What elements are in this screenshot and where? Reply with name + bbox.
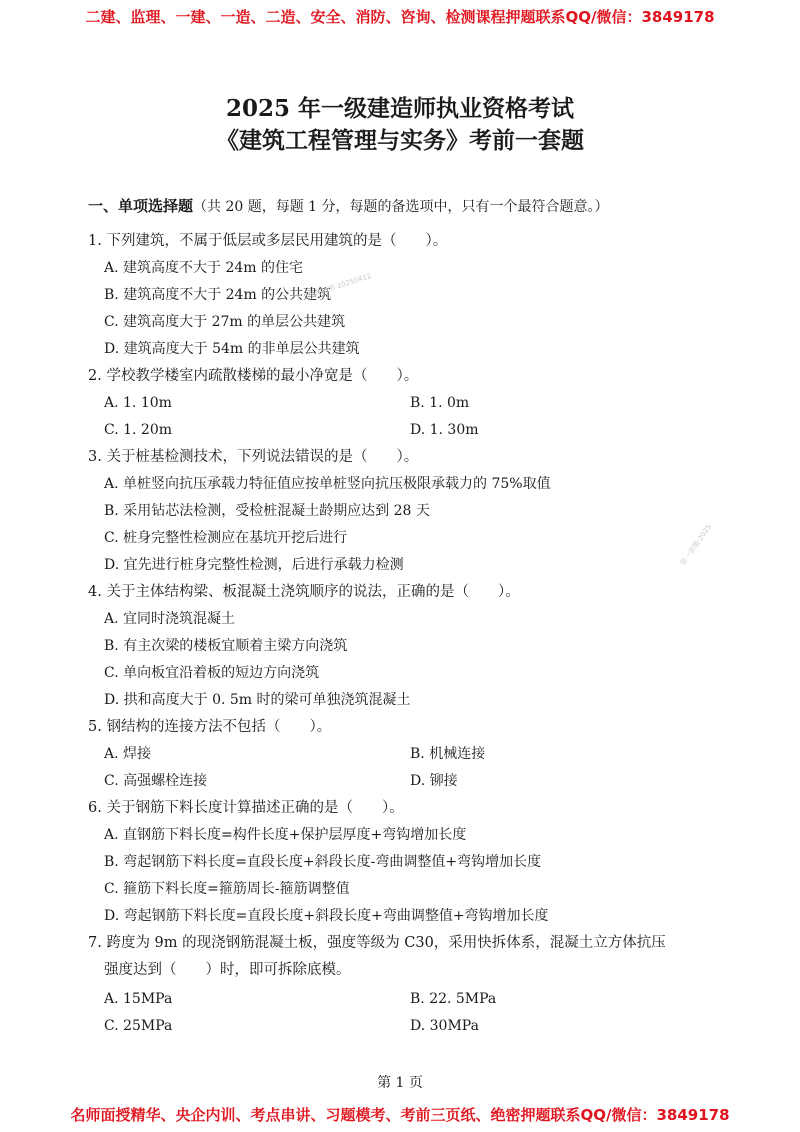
question-4-option-a: A. 宜同时浇筑混凝土 [104, 611, 236, 627]
question-1-stem: 1. 下列建筑，不属于低层或多层民用建筑的是（ ）。 [88, 233, 448, 249]
question-2-stem: 2. 学校教学楼室内疏散楼梯的最小净宽是（ ）。 [88, 368, 419, 384]
question-2-option-a: A. 1. 10m [104, 395, 172, 411]
question-6-option-b: B. 弯起钢筋下料长度=直段长度+斜段长度-弯曲调整值+弯钩增加长度 [104, 854, 542, 870]
question-4-stem: 4. 关于主体结构梁、板混凝土浇筑顺序的说法，正确的是（ ）。 [88, 584, 520, 600]
question-2-option-c: C. 1. 20m [104, 422, 173, 438]
question-6-option-c: C. 箍筋下料长度=箍筋周长-箍筋调整值 [104, 881, 350, 897]
bottom-ad-banner: 名师面授精华、央企内训、考点串讲、习题模考、考前三页纸、绝密押题联系QQ/微信：3849178 [70, 1106, 730, 1124]
watermark-2: 第一套题·2025 [678, 523, 714, 567]
question-7-option-b: B. 22. 5MPa [410, 991, 497, 1007]
question-3-option-a: A. 单桩竖向抗压承载力特征值应按单桩竖向抗压极限承载力的 75%取值 [104, 476, 551, 492]
question-6-option-a: A. 直钢筋下料长度=构件长度+保护层厚度+弯钩增加长度 [104, 827, 467, 843]
section-heading [88, 197, 609, 216]
question-4-option-c: C. 单向板宜沿着板的短边方向浇筑 [104, 665, 320, 681]
question-6-stem: 6. 关于钢筋下料长度计算描述正确的是（ ）。 [88, 800, 404, 816]
question-6-option-d: D. 弯起钢筋下料长度=直段长度+斜段长度+弯曲调整值+弯钩增加长度 [104, 908, 549, 924]
question-7-stem-continued: 强度达到（ ）时，即可拆除底模。 [104, 962, 351, 978]
question-1-option-c: C. 建筑高度大于 27m 的单层公共建筑 [104, 314, 346, 330]
question-3-option-d: D. 宜先进行桩身完整性检测，后进行承载力检测 [104, 557, 404, 573]
question-4-option-b: B. 有主次梁的楼板宜顺着主梁方向浇筑 [104, 638, 348, 654]
question-5-option-a: A. 焊接 [104, 746, 152, 762]
question-5-option-d: D. 铆接 [410, 773, 458, 789]
question-5-stem: 5. 钢结构的连接方法不包括（ ）。 [88, 719, 332, 735]
question-3-option-c: C. 桩身完整性检测应在基坑开挖后进行 [104, 530, 348, 546]
exam-title-line1: 2025 年一级建造师执业资格考试 [225, 95, 575, 122]
question-3-stem: 3. 关于桩基检测技术，下列说法错误的是（ ）。 [88, 449, 419, 465]
question-3-option-b: B. 采用钻芯法检测，受检桩混凝土龄期应达到 28 天 [104, 503, 430, 519]
top-ad-banner: 二建、监理、一建、一造、二造、安全、消防、咨询、检测课程押题联系QQ/微信：3849178 [85, 8, 715, 26]
section-title: 一、单项选择题 [88, 197, 194, 215]
question-7-option-c: C. 25MPa [104, 1018, 173, 1034]
question-1-option-a: A. 建筑高度不大于 24m 的住宅 [104, 260, 304, 276]
question-2-option-d: D. 1. 30m [410, 422, 479, 438]
question-1-option-b: B. 建筑高度不大于 24m 的公共建筑 [104, 287, 332, 303]
page-number: 第 1 页 [377, 1075, 423, 1091]
question-5-option-b: B. 机械连接 [410, 746, 486, 762]
question-7-stem: 7. 跨度为 9m 的现浇钢筋混凝土板，强度等级为 C30，采用快拆体系，混凝土立方体抗压 [88, 935, 666, 951]
question-5-option-c: C. 高强螺栓连接 [104, 773, 208, 789]
question-2-option-b: B. 1. 0m [410, 395, 470, 411]
question-7-option-d: D. 30MPa [410, 1018, 479, 1034]
exam-title-line2: 《建筑工程管理与实务》考前一套题 [216, 127, 584, 154]
question-7-option-a: A. 15MPa [104, 991, 173, 1007]
question-1-option-d: D. 建筑高度大于 54m 的非单层公共建筑 [104, 341, 360, 357]
question-4-option-d: D. 拱和高度大于 0. 5m 时的梁可单独浇筑混凝土 [104, 692, 411, 708]
section-instructions: （共 20 题，每题 1 分，每题的备选项中，只有一个最符合题意。） [193, 199, 609, 215]
watermark-1: 一级建造师·20250412 [300, 271, 373, 303]
